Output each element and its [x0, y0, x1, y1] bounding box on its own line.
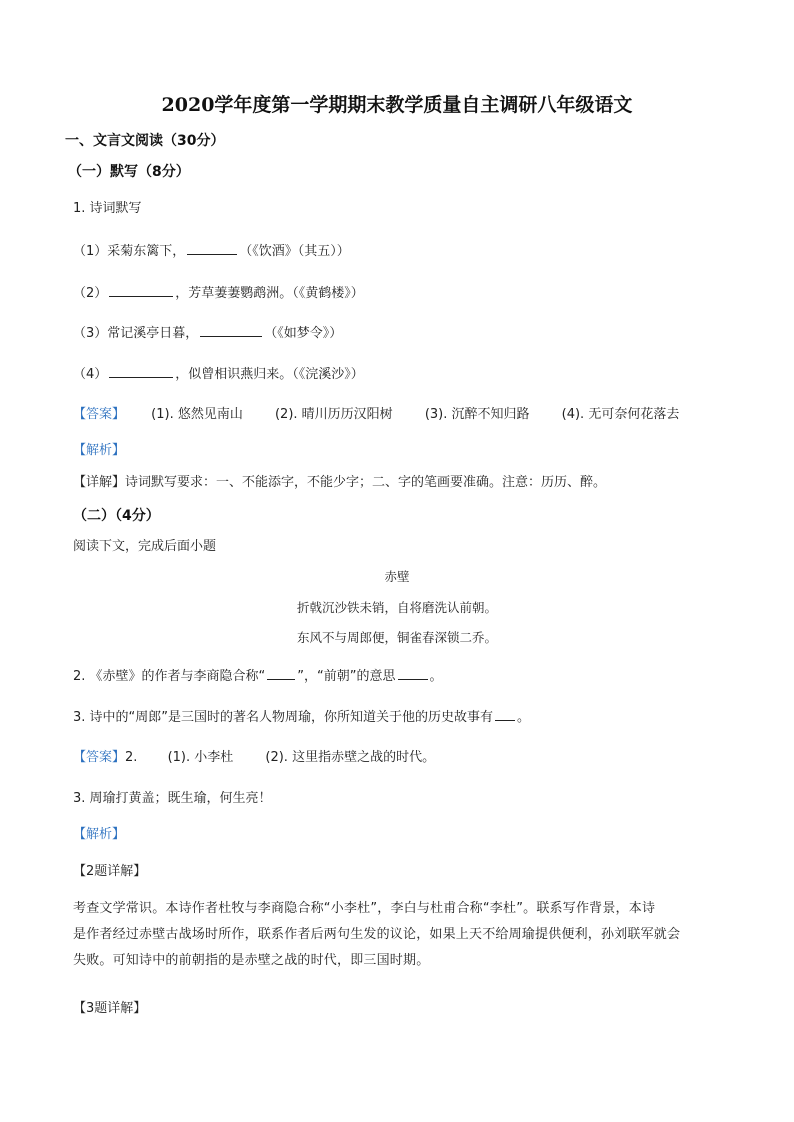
detail2-line: 考查文学常识。本诗作者杜牧与李商隐合称“小李杜”，李白与杜甫合称“李杜”。联系写作背景，本诗	[73, 901, 656, 916]
q2	[73, 665, 443, 687]
analysis2-label: 【解析】	[73, 827, 126, 842]
fill-blank[interactable]	[109, 363, 173, 378]
fill-blank[interactable]	[267, 665, 295, 680]
q3-text-a: 3. 诗中的“周郎”是三国时的著名人物周瑜，你所知道关于他的历史故事有	[73, 710, 494, 725]
answer2-label: 【答案】	[73, 750, 126, 765]
part2-heading: （二）（4分）	[73, 508, 160, 524]
detail-1: 【详解】诗词默写要求：一、不能添字，不能少字；二、字的笔画要准确。注意：历历、醉。	[73, 475, 607, 490]
q1-item-3-pre: （3）常记溪亭日暮，	[73, 326, 199, 341]
poem-line-1: 折戟沉沙铁未销，自将磨洗认前朝。	[296, 600, 497, 615]
q1-item-4	[73, 363, 364, 385]
section-heading: 一、文言文阅读（30分）	[65, 133, 225, 149]
q2-text-c: 。	[429, 669, 443, 684]
q1-item-1-post: （《饮酒》（其五））	[239, 244, 350, 259]
q1-item-4-pre: （4）	[73, 367, 108, 382]
q2-text-a: 2. 《赤壁》的作者与李商隐合称“	[73, 669, 266, 684]
q1-item-4-post: ，似曾相识燕归来。（《浣溪沙》）	[175, 367, 364, 382]
detail2-line: 失败。可知诗中的前朝指的是赤壁之战的时代，即三国时期。	[73, 953, 430, 968]
poem-title: 赤壁	[384, 569, 410, 584]
answer-label: 【答案】	[73, 407, 126, 422]
answer2-num: 2.	[125, 750, 138, 765]
fill-blank[interactable]	[187, 240, 237, 255]
answer-item: (2). 晴川历历汉阳树	[274, 407, 393, 422]
q1-title: 1. 诗词默写	[73, 201, 142, 216]
answer2-item: (1). 小李杜	[167, 750, 234, 765]
q3-text-b: 。	[517, 710, 531, 725]
q1-item-3-post: （《如梦令》）	[264, 326, 343, 341]
answer-item: (4). 无可奈何花落去	[561, 407, 680, 422]
page-title: 2020学年度第一学期期末教学质量自主调研八年级语文	[161, 94, 633, 116]
fill-blank[interactable]	[109, 282, 173, 297]
part1-heading: （一）默写（8分）	[68, 164, 190, 180]
detail2-line: 是作者经过赤壁古战场时所作，联系作者后两句生发的议论，如果上天不给周瑜提供便利，孙刘联军就会	[73, 927, 681, 942]
q1-item-1-pre: （1）采菊东篱下，	[73, 244, 186, 259]
analysis-label: 【解析】	[73, 443, 126, 458]
q1-item-1	[73, 240, 350, 262]
q1-item-3	[73, 322, 342, 344]
q1-item-2	[73, 282, 364, 304]
answer-item: (1). 悠然见南山	[151, 407, 243, 422]
answer-row-2	[73, 748, 435, 768]
detail2-label: 【2题详解】	[73, 864, 147, 879]
q1-item-2-post: ，芳草萋萋鹦鹉洲。（《黄鹤楼》）	[175, 286, 364, 301]
fill-blank[interactable]	[200, 322, 262, 337]
fill-blank[interactable]	[398, 665, 428, 680]
detail3-label: 【3题详解】	[73, 1001, 147, 1016]
q1-item-2-pre: （2）	[73, 286, 108, 301]
detail2-paragraph	[73, 896, 733, 974]
poem-line-2: 东风不与周郎便，铜雀春深锁二乔。	[296, 630, 497, 645]
answer-item: (3). 沉醉不知归路	[424, 407, 530, 422]
fill-blank[interactable]	[495, 706, 515, 721]
q2-text-b: ”，“前朝”的意思	[297, 669, 396, 684]
answer-row-1	[73, 405, 679, 425]
q3	[73, 706, 530, 728]
answer2-item: (2). 这里指赤壁之战的时代。	[265, 750, 436, 765]
answer3: 3. 周瑜打黄盖；既生瑜，何生亮！	[73, 791, 272, 806]
part2-intro: 阅读下文，完成后面小题	[73, 539, 217, 554]
